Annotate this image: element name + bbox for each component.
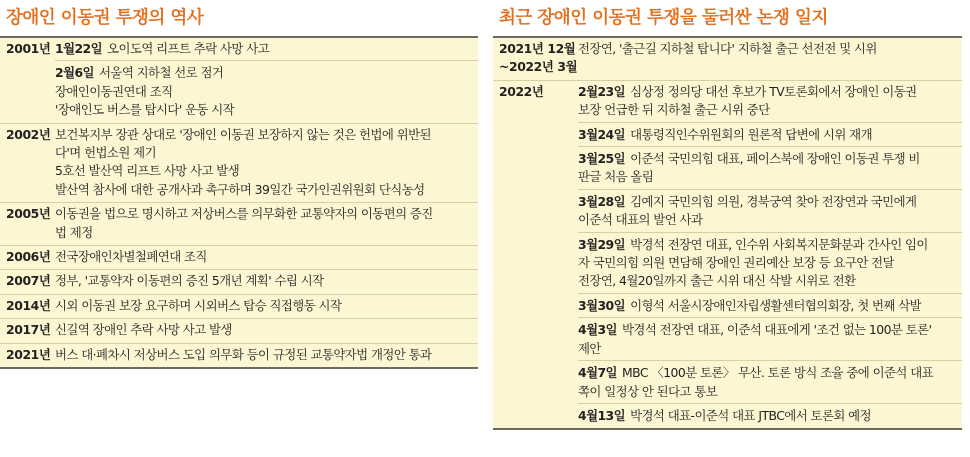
entries <box>55 272 478 290</box>
year-label: 2021년 <box>6 346 51 362</box>
event-text-line <box>55 248 478 266</box>
event-entry <box>578 317 962 358</box>
event-text-line <box>578 272 962 290</box>
year-label: 2005년 <box>6 206 51 222</box>
event-entry <box>578 146 962 187</box>
event-text-line <box>578 150 962 168</box>
event-text: 오이도역 리프트 추락 사망 사고 <box>107 41 270 56</box>
event-text-line <box>55 40 478 58</box>
event-text-line <box>578 211 962 229</box>
entries <box>55 321 478 339</box>
entries <box>55 346 478 364</box>
event-text: 쪽이 일정상 안 된다고 통보 <box>578 383 718 399</box>
event-text: 보건복지부 장관 상대로 '장애인 이동권 보장하지 않는 것은 헌법에 위반된 <box>55 126 431 142</box>
table-row <box>0 246 478 270</box>
year-label: 2022년 <box>499 83 544 99</box>
table-row <box>0 295 478 319</box>
event-date: 4월3일 <box>578 322 617 338</box>
event-date: 3월24일 <box>578 126 626 142</box>
event-text: 정부, '교통약자 이동편의 증진 5개년 계획' 수립 시작 <box>55 273 324 289</box>
event-text: 발산역 참사에 대한 공개사과 촉구하며 39일간 국가인권위원회 단식농성 <box>55 181 425 197</box>
year-label: 2017년 <box>6 322 51 338</box>
table-row <box>0 124 478 204</box>
event-date: 3월28일 <box>578 193 626 209</box>
event-text: 전장연, '출근길 지하철 탑니다' 지하철 출근 선전전 및 시위 <box>578 41 877 56</box>
event-text-line <box>55 144 478 162</box>
event-text: 김예지 국민의힘 의원, 경북궁역 찾아 전장연과 국민에게 <box>630 193 917 209</box>
event-text-line <box>55 224 478 242</box>
entries <box>55 297 478 315</box>
event-text-line <box>578 297 962 315</box>
entries <box>55 40 478 120</box>
event-text-line <box>578 40 962 58</box>
event-date: 3월30일 <box>578 297 626 313</box>
event-text-line <box>578 364 962 382</box>
event-text: 법 제정 <box>55 224 93 240</box>
event-text: 자 국민의힘 의원 면담해 장애인 권리예산 보장 등 요구안 전달 <box>578 255 894 271</box>
event-entry <box>55 321 478 339</box>
event-entry <box>55 346 478 364</box>
event-text-line <box>578 383 962 401</box>
event-text-line <box>55 272 478 290</box>
event-text: 이준석 대표의 발언 사과 <box>578 212 703 228</box>
table-row <box>493 38 962 81</box>
event-text-line <box>55 297 478 315</box>
event-text: 이동권을 법으로 명시하고 저상버스를 의무화한 교통약자의 이동편의 증진 <box>55 206 433 222</box>
entries <box>578 83 962 426</box>
event-text-line <box>578 193 962 211</box>
event-text-line <box>55 346 478 364</box>
event-text-line <box>578 254 962 272</box>
event-text: 보장 언급한 뒤 지하철 출근 시위 중단 <box>578 102 770 118</box>
event-text: 다'며 헌법소원 제기 <box>55 145 156 161</box>
event-text: 전장연, 4월20일까지 출근 시위 대신 삭발 시위로 전환 <box>578 273 856 289</box>
table-row <box>493 81 962 429</box>
event-text-line <box>55 64 478 82</box>
event-text: 이형석 서울시장애인자립생활센터협의회장, 첫 번째 삭발 <box>630 297 922 313</box>
event-entry <box>55 248 478 266</box>
event-text: 박경석 대표-이준석 대표 JTBC에서 토론회 예정 <box>630 407 872 423</box>
event-text: 장애인이동권연대 조직 <box>55 83 173 99</box>
entries <box>55 205 478 242</box>
event-text: 판글 처음 올림 <box>578 169 654 185</box>
event-text-line <box>578 236 962 254</box>
event-text-line <box>55 181 478 199</box>
history-panel <box>0 0 478 369</box>
event-date: 2월23일 <box>578 83 626 99</box>
event-entry <box>578 232 962 291</box>
event-date: 4월7일 <box>578 365 617 381</box>
event-text: 심상정 정의당 대선 후보가 TV토론회에서 장애인 이동권 <box>630 83 917 99</box>
event-entry <box>55 205 478 242</box>
event-entry <box>578 122 962 144</box>
history-title: 장애인 이동권 투쟁의 역사 <box>6 8 204 28</box>
event-entry <box>55 272 478 290</box>
year-label: 2001년 <box>6 41 51 56</box>
event-entry <box>578 189 962 230</box>
entries <box>578 40 962 77</box>
event-entry <box>578 403 962 425</box>
year-label: 2014년 <box>6 297 51 313</box>
event-text-line <box>578 101 962 119</box>
event-date: 2월6일 <box>55 65 94 81</box>
event-date: 3월25일 <box>578 151 626 167</box>
history-table <box>0 36 478 369</box>
event-text-line <box>55 101 478 119</box>
event-text: 이준석 국민의힘 대표, 페이스북에 장애인 이동권 투쟁 비 <box>630 151 920 167</box>
event-entry <box>578 83 962 120</box>
event-text: 5호선 발산역 리프트 사망 사고 발생 <box>55 163 240 179</box>
event-date: 3월29일 <box>578 236 626 252</box>
event-date: 4월13일 <box>578 407 626 423</box>
entries <box>55 126 478 200</box>
event-text: 대통령직인수위원회의 원론적 답변에 시위 재개 <box>630 126 873 142</box>
event-entry <box>578 40 962 58</box>
event-text-line <box>578 407 962 425</box>
recent-log-panel <box>493 0 962 430</box>
event-text-line <box>578 168 962 186</box>
recent-log-table <box>493 36 962 430</box>
event-entry <box>55 40 478 58</box>
event-text: 시외 이동권 보장 요구하며 시외버스 탑승 직접행동 시작 <box>55 297 342 313</box>
table-row <box>0 38 478 124</box>
year-label: 2021년 12월 ~2022년 3월 <box>499 41 578 75</box>
recent-log-title: 최근 장애인 이동권 투쟁을 둘러싼 논쟁 일지 <box>499 8 828 28</box>
year-label: 2007년 <box>6 273 51 289</box>
event-text-line <box>55 205 478 223</box>
event-text: 신길역 장애인 추락 사망 사고 발생 <box>55 322 232 338</box>
year-label: 2006년 <box>6 249 51 265</box>
table-row <box>0 319 478 343</box>
event-entry <box>578 293 962 315</box>
table-row <box>0 203 478 246</box>
event-text-line <box>55 321 478 339</box>
event-entry <box>55 60 478 119</box>
event-entry <box>578 360 962 401</box>
event-entry <box>55 297 478 315</box>
event-text: 전국장애인차별철폐연대 조직 <box>55 249 207 265</box>
event-text-line <box>55 83 478 101</box>
event-text: 제안 <box>578 340 601 356</box>
event-entry <box>55 126 478 200</box>
entries <box>55 248 478 266</box>
event-text-line <box>578 83 962 101</box>
event-text-line <box>55 126 478 144</box>
event-text-line <box>578 126 962 144</box>
event-text: 서울역 지하철 선로 점거 <box>98 65 224 81</box>
event-text-line <box>578 340 962 358</box>
event-text-line <box>578 321 962 339</box>
event-text: MBC 〈100분 토론〉 무산. 토론 방식 조율 중에 이준석 대표 <box>621 365 934 381</box>
event-text: 박경석 전장연 대표, 이준석 대표에게 '조건 없는 100분 토론' <box>621 322 932 338</box>
year-label: 2002년 <box>6 126 51 142</box>
table-row <box>0 270 478 294</box>
event-text-line <box>55 162 478 180</box>
event-text: 박경석 전장연 대표, 인수위 사회복지문화분과 간사인 임이 <box>630 236 928 252</box>
table-row <box>0 344 478 367</box>
event-text: '장애인도 버스를 탑시다' 운동 시작 <box>55 102 235 118</box>
event-date: 1월22일 <box>55 41 103 56</box>
event-text: 버스 대·폐차시 저상버스 도입 의무화 등이 규정된 교통약자법 개정안 통과 <box>55 346 432 362</box>
